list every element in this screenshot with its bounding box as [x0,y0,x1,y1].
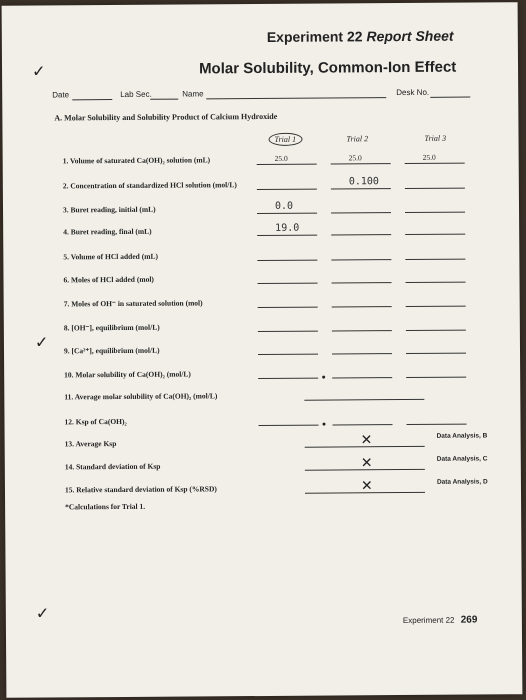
row-5-trial-2-line [331,259,391,260]
desk-no-field-line [430,97,470,98]
row-9-trial-1-line [258,354,318,355]
trial-3-header: Trial 3 [424,133,447,143]
row-1-trial-2-value[interactable]: 25.0 [348,153,362,163]
lab-sec-field-line [150,99,178,100]
row-label-2: 2. Concentration of standardized HCl solution (mol/L) [62,180,237,191]
handwritten-x-mark: ✕ [360,478,373,495]
row-3-trial-1-line [257,213,317,214]
name-label: Name [182,89,204,99]
row-9-trial-3-line [406,353,466,354]
row-12-trial-3-line [407,424,467,425]
experiment-label: Experiment 22 [266,28,363,45]
report-sheet-label: Report Sheet [366,27,454,45]
row-4-trial-3-line [405,234,465,235]
data-analysis-note: Data Analysis, C [436,455,488,463]
row-label-9: 9. [Ca²⁺], equilibrium (mol/L) [63,345,160,356]
row-10-trial-2-line [332,377,392,378]
stray-dot-mark [322,376,325,379]
row-9-trial-2-line [332,353,392,354]
row-label-5: 5. Volume of HCl added (mL) [63,251,158,262]
date-label: Date [52,90,70,100]
row-2-trial-3-line [405,188,465,189]
date-field-line [72,99,112,100]
data-analysis-note: Data Analysis, B [436,432,488,440]
row-4-trial-1-value[interactable]: 19.0 [275,222,300,234]
stray-dot-mark [323,423,326,426]
row-4-trial-2-line [331,234,391,235]
sheet-title [267,28,454,45]
row-2-trial-2-value[interactable]: 0.100 [348,176,379,188]
calculations-note: *Calculations for Trial 1. [65,501,146,512]
row-10-trial-3-line [406,377,466,378]
row-7-trial-3-line [406,306,466,307]
footer-experiment: Experiment 22 [402,615,455,626]
handwritten-check-mark-2: ✓ [34,334,49,352]
row-1-trial-1-line [257,164,317,165]
row-3-trial-3-line [405,212,465,213]
row-label-10: 10. Molar solubility of Ca(OH)₂ (mol/L) [64,369,191,380]
row-1-trial-3-value[interactable]: 25.0 [422,152,436,162]
row-4-trial-1-line [257,235,317,236]
row-1-trial-2-line [331,163,391,164]
row-8-trial-3-line [406,330,466,331]
row-6-trial-2-line [332,282,392,283]
desk-no-label: Desk No. [396,87,430,98]
page-number: 269 [460,614,478,626]
name-field-line [206,97,386,99]
row-10-trial-1-line [258,378,318,379]
row-label-14: 14. Standard deviation of Ksp [64,461,161,472]
data-analysis-note: Data Analysis, D [436,478,488,486]
row-label-15: 15. Relative standard deviation of Ksp (%RSD) [64,484,217,495]
row-8-trial-2-line [332,330,392,331]
row-2-trial-1-line [257,189,317,190]
row-6-trial-1-line [258,283,318,284]
row-8-trial-1-line [258,331,318,332]
row-12-trial-2-line [333,424,393,425]
row-12-trial-1-line [259,425,319,426]
handwritten-check-mark: ✓ [31,63,46,81]
row-label-12: 12. Ksp of Ca(OH)₂ [64,416,127,427]
row-1-trial-3-line [405,163,465,164]
row-label-4: 4. Buret reading, final (mL) [63,226,152,237]
handwritten-check-mark-3: ✓ [35,605,50,623]
row-3-trial-1-value[interactable]: 0.0 [274,200,294,212]
handwritten-x-mark: ✕ [360,455,373,472]
row-label-7: 7. Moles of OH⁻ in saturated solution (mol) [63,298,203,309]
handwritten-x-mark: ✕ [360,432,373,449]
row-label-11: 11. Average molar solubility of Ca(OH)₂ (mol/L) [64,391,218,402]
row-label-6: 6. Moles of HCl added (mol) [63,274,154,285]
row-label-3: 3. Buret reading, initial (mL) [62,204,156,215]
section-a-heading: A. Molar Solubility and Solubility Product of Calcium Hydroxide [54,111,278,123]
average-solubility-line [304,399,424,401]
row-label-8: 8. [OH⁻], equilibrium (mol/L) [63,322,160,333]
row-6-trial-3-line [406,282,466,283]
row-7-trial-1-line [258,307,318,308]
page-footer [403,615,478,627]
report-sheet-page [2,2,523,698]
row-1-trial-1-value[interactable]: 25.0 [274,153,288,163]
row-label-1: 1. Volume of saturated Ca(OH)₂ solution (mL) [62,155,211,166]
row-7-trial-2-line [332,306,392,307]
row-2-trial-2-line [331,188,391,189]
row-3-trial-2-line [331,212,391,213]
trial-2-header: Trial 2 [346,134,369,144]
row-label-13: 13. Average Ksp [64,439,117,449]
row-5-trial-3-line [405,259,465,260]
row-5-trial-1-line [257,260,317,261]
sheet-subtitle: Molar Solubility, Common-Ion Effect [198,58,457,78]
lab-sec-label: Lab Sec. [120,89,152,99]
trial-1-label: Trial 1 [268,133,302,146]
trial-1-header [268,135,302,144]
